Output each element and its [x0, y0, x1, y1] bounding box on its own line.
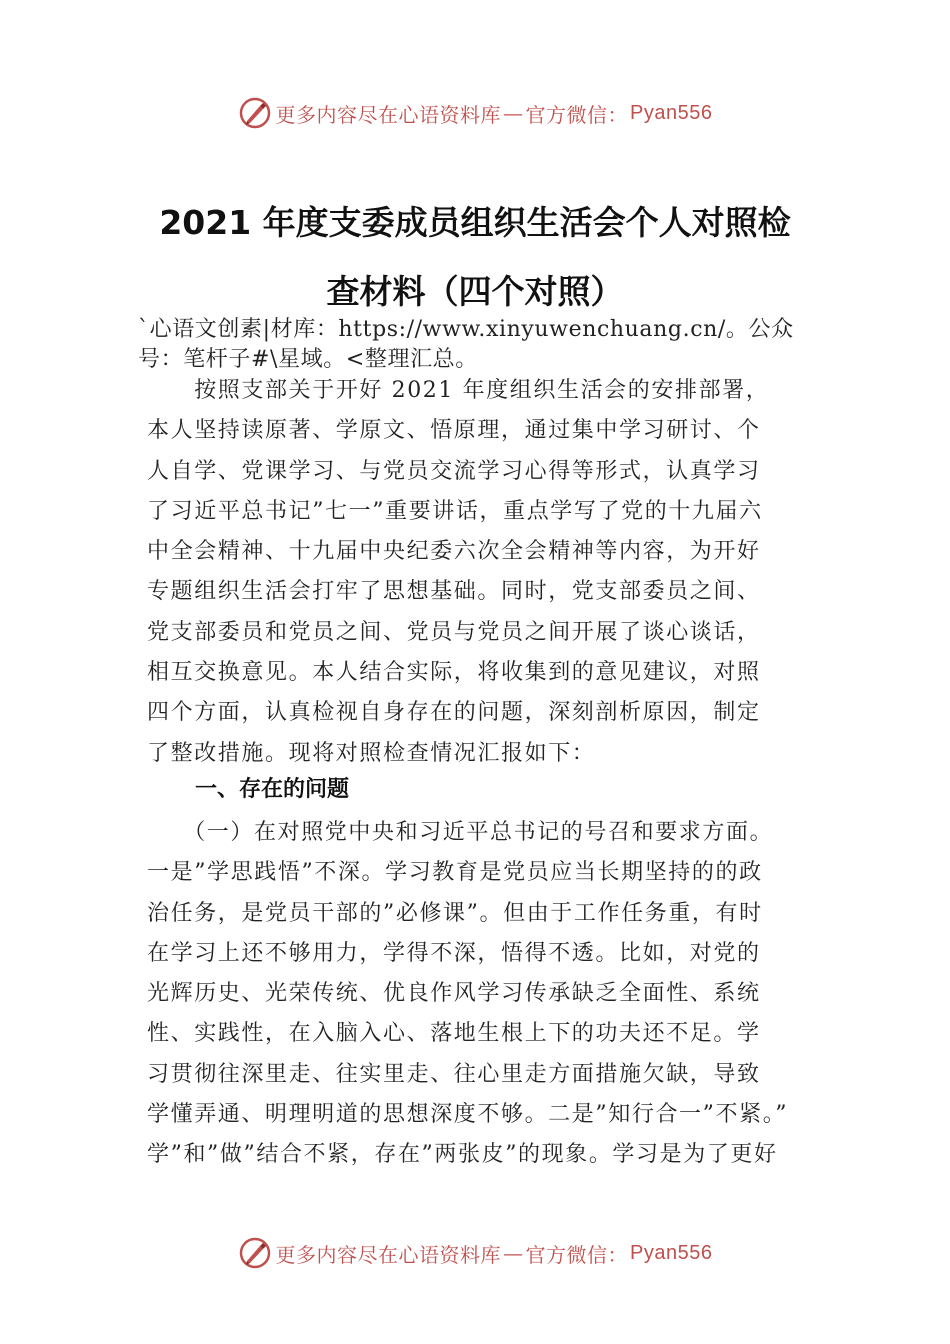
problems-paragraph	[147, 813, 837, 1176]
footer-watermark	[0, 1233, 950, 1273]
watermark-wechat-label: 官方微信：	[525, 102, 629, 127]
text-line: 人自学、党课学习、与党员交流学习心得等形式，认真学习	[147, 458, 761, 484]
text-line: 一是”学思践悟”不深。学习教育是党员应当长期坚持的的政	[147, 860, 763, 886]
pen-circle-logo-icon	[238, 1236, 272, 1270]
text-line: 在学习上还不够用力，学得不深，悟得不透。比如，对党的	[147, 940, 761, 966]
watermark-wechat-label: 官方微信：	[525, 1242, 629, 1267]
text-line: 本人坚持读原著、学原文、悟原理，通过集中学习研讨、个	[147, 418, 761, 444]
text-line: 了习近平总书记”七一”重要讲话，重点学写了党的十九届六	[147, 498, 763, 524]
text-line: 四个方面，认真检视自身存在的问题，深刻剖析原因，制定	[147, 700, 761, 726]
document-title-line-2: 查材料（四个对照）	[326, 272, 624, 311]
pen-circle-logo-icon	[238, 96, 272, 130]
text-line: 光辉历史、光荣传统、优良作风学习传承缺乏全面性、系统	[147, 981, 761, 1007]
text-line: 中全会精神、十九届中央纪委六次全会精神等内容，为开好	[147, 539, 761, 565]
watermark-brand: 更多内容尽在心语资料库	[275, 102, 502, 127]
text-line: 按照支部关于开好 2021 年度组织生活会的安排部署，	[147, 378, 770, 403]
section-heading: 一、存在的问题	[195, 777, 350, 802]
intro-paragraph	[147, 371, 837, 774]
text-line: 治任务，是党员干部的”必修课”。但由于工作任务重，有时	[147, 900, 763, 926]
text-line: 性、实践性，在入脑入心、落地生根上下的功夫还不足。学	[147, 1021, 761, 1047]
source-notice-line: `心语文创素|材库：https://www.xinyuwenchuang.cn/。公众	[138, 317, 794, 342]
text-line: 相互交换意见。本人结合实际，将收集到的意见建议，对照	[147, 660, 761, 686]
text-line: 了整改措施。现将对照检查情况汇报如下：	[147, 740, 596, 766]
text-line: 习贯彻往深里走、往实里走、往心里走方面措施欠缺，导致	[147, 1061, 761, 1087]
text-line: （一）在对照党中央和习近平总书记的号召和要求方面。	[147, 820, 774, 845]
text-line: 学”和”做”结合不紧，存在”两张皮”的现象。学习是为了更好	[147, 1142, 778, 1168]
watermark-dash: —	[503, 101, 524, 125]
text-line: 专题组织生活会打牢了思想基础。同时，党支部委员之间、	[147, 579, 761, 605]
source-notice	[138, 315, 828, 375]
watermark-brand: 更多内容尽在心语资料库	[275, 1242, 502, 1267]
document-title-line-1: 2021 年度支委成员组织生活会个人对照检	[159, 203, 791, 242]
watermark-dash: —	[503, 1241, 524, 1265]
source-notice-line: 号：笔杆子#\星域。<整理汇总。	[138, 347, 478, 372]
header-watermark	[0, 93, 950, 133]
text-line: 学懂弄通、明理明道的思想深度不够。二是”知行合一”不紧。”	[147, 1102, 789, 1128]
text-line: 党支部委员和党员之间、党员与党员之间开展了谈心谈话，	[147, 619, 761, 645]
watermark-wechat-id: Pyan556	[630, 101, 713, 124]
watermark-wechat-id: Pyan556	[630, 1241, 713, 1264]
